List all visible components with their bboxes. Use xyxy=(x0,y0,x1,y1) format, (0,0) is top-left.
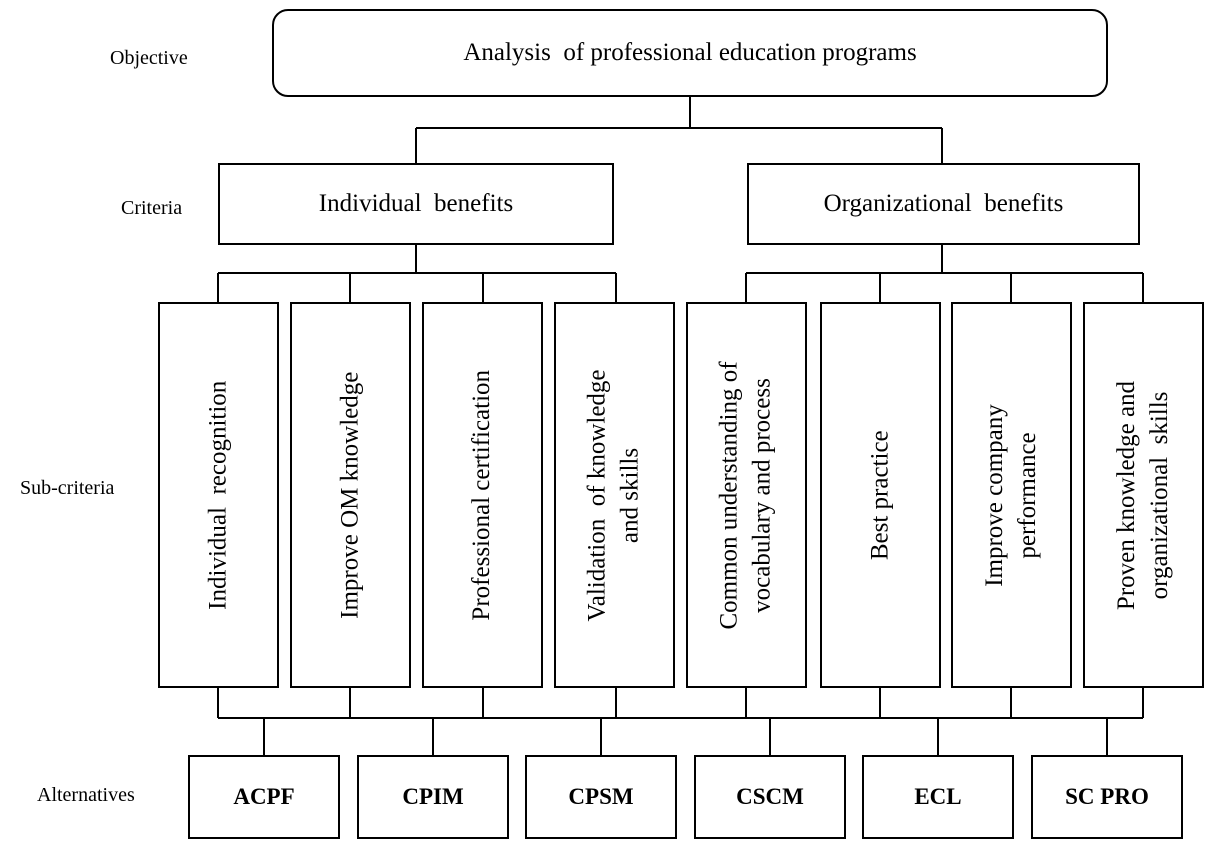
sub-criterion-box xyxy=(554,302,675,688)
sub-criterion-label xyxy=(334,371,367,618)
objective-text: Analysis of professional education programs xyxy=(463,39,917,66)
alternative-box-cpim xyxy=(357,755,509,839)
alternative-label: ACPF xyxy=(233,784,295,809)
sub-criterion-line: Improve OM knowledge xyxy=(336,371,364,619)
level-label-alternatives: Alternatives xyxy=(37,784,135,806)
sub-criterion-label xyxy=(979,404,1044,587)
alternative-label: ECL xyxy=(914,784,962,809)
alternative-label: CSCM xyxy=(736,784,804,809)
sub-criterion-line: Improve company xyxy=(981,403,1008,587)
sub-criterion-line: Common understanding of xyxy=(716,360,743,630)
sub-criterion-line: Best practice xyxy=(866,430,894,560)
sub-criterion-label xyxy=(582,369,647,621)
sub-criterion-label xyxy=(714,361,779,629)
alternative-box-cscm xyxy=(694,755,846,839)
sub-criterion-line: performance xyxy=(1013,431,1041,559)
level-label-sub-criteria: Sub-criteria xyxy=(20,477,115,499)
criteria-box-individual xyxy=(218,163,614,245)
sub-criterion-box xyxy=(290,302,411,688)
sub-criterion-label xyxy=(202,380,235,609)
sub-criterion-box xyxy=(422,302,543,688)
objective-box xyxy=(272,9,1108,97)
sub-criterion-label xyxy=(466,370,499,621)
sub-criterion-line: Individual recognition xyxy=(204,380,232,610)
criteria-text-organizational: Organizational benefits xyxy=(823,190,1064,217)
sub-criterion-label xyxy=(864,430,897,560)
sub-criterion-line: Professional certification xyxy=(468,369,496,621)
sub-criterion-line: organizational skills xyxy=(1145,391,1173,599)
sub-criterion-box xyxy=(820,302,941,688)
alternative-label: CPIM xyxy=(402,784,464,809)
sub-criterion-box xyxy=(951,302,1072,688)
criteria-text-individual: Individual benefits xyxy=(318,190,514,217)
sub-criterion-line: Proven knowledge and xyxy=(1113,380,1140,610)
sub-criterion-box xyxy=(158,302,279,688)
sub-criterion-box xyxy=(686,302,807,688)
alternative-box-ecl xyxy=(862,755,1014,839)
sub-criterion-line: vocabulary and process xyxy=(748,377,776,613)
alternative-box-cpsm xyxy=(525,755,677,839)
sub-criterion-box xyxy=(1083,302,1204,688)
alternative-box-acpf xyxy=(188,755,340,839)
sub-criterion-line: Validation of knowledge xyxy=(584,368,611,622)
sub-criterion-line: and skills xyxy=(616,447,644,543)
alternative-label: CPSM xyxy=(568,784,634,809)
level-label-criteria: Criteria xyxy=(121,197,183,219)
criteria-box-organizational xyxy=(747,163,1140,245)
alternative-box-sc-pro xyxy=(1031,755,1183,839)
sub-criterion-label xyxy=(1111,380,1176,609)
level-label-objective: Objective xyxy=(110,47,188,69)
alternative-label: SC PRO xyxy=(1065,784,1149,809)
